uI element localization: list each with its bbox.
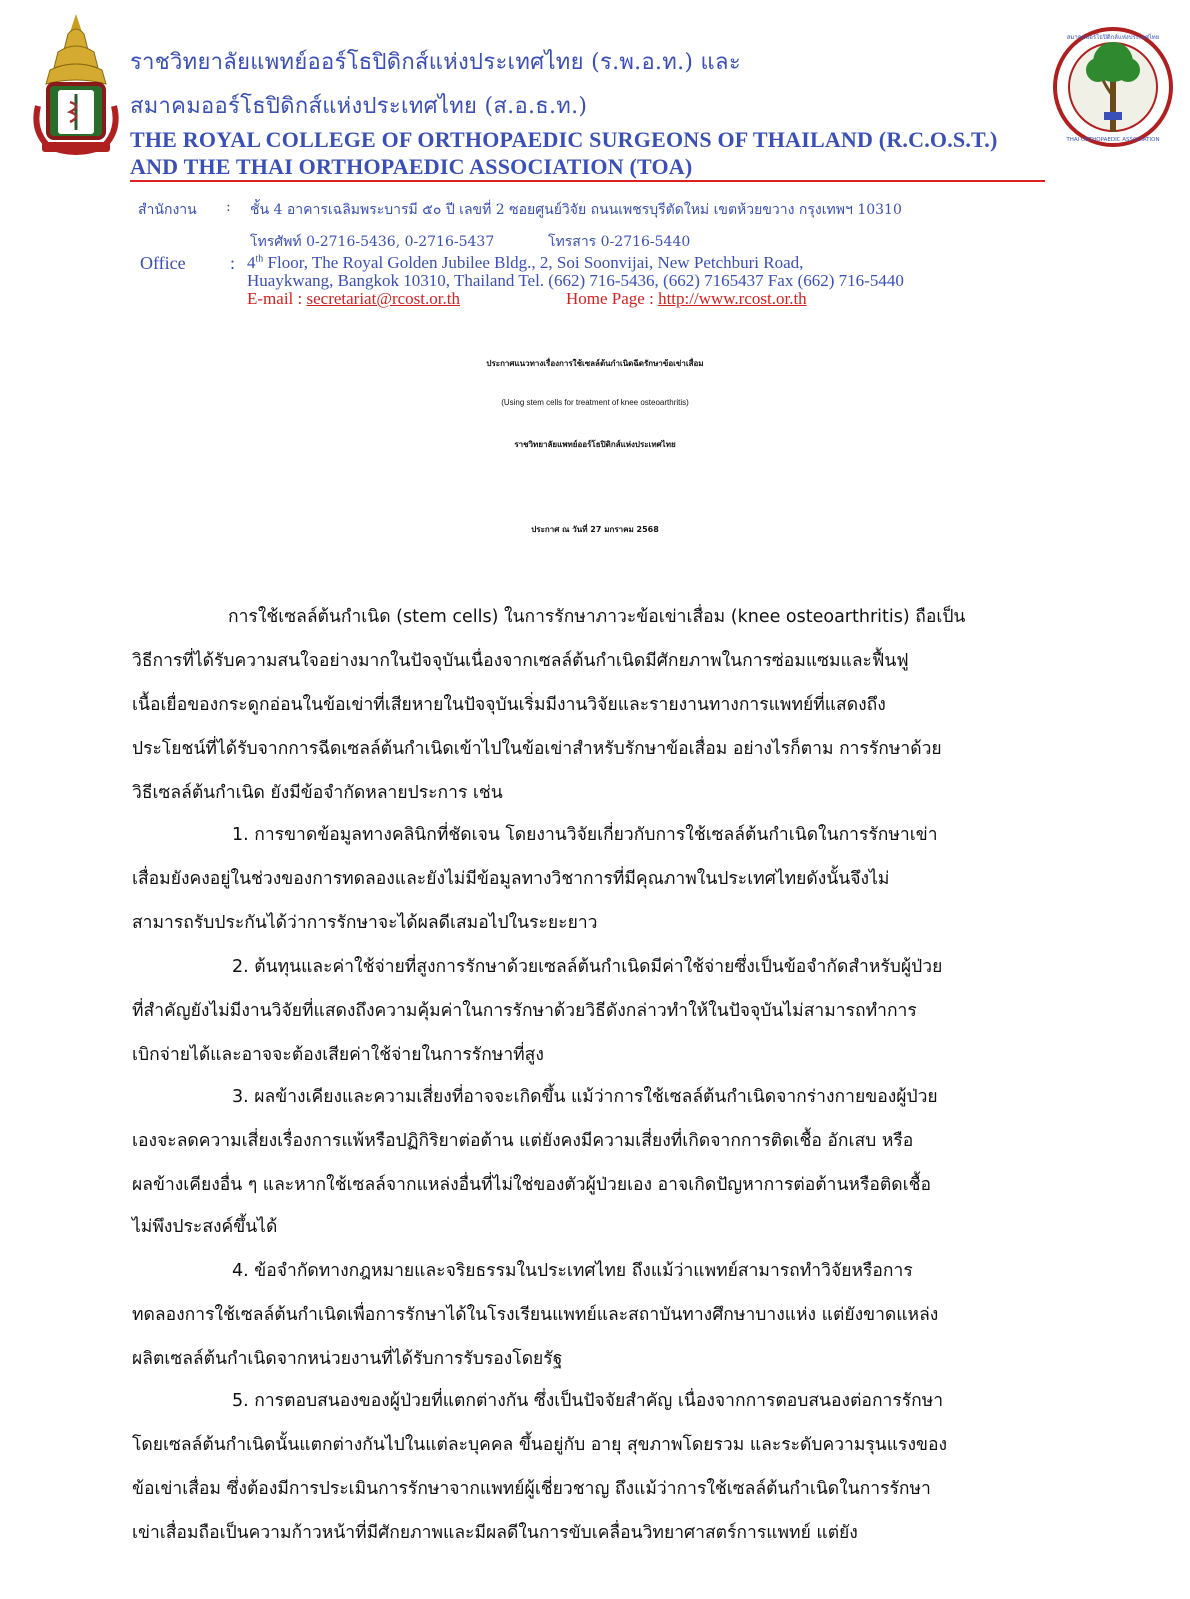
item1-line-2: เสื่อมยังคงอยู่ในช่วงของการทดลองและยังไม่มีข้อมูลทางวิชาการที่มีคุณภาพในประเทศไทยดังนั้นจึงไม่ xyxy=(132,869,890,889)
college-seal-logo xyxy=(28,10,124,158)
item2-line-3: เบิกจ่ายได้และอาจจะต้องเสียค่าใช้จ่ายในการรักษาที่สูง xyxy=(132,1045,544,1065)
emblem-caption-bottom: THAI ORTHOPAEDIC ASSOCIATION xyxy=(1066,137,1160,143)
announcement-title: ประกาศแนวทางเรื่องการใช้เซลล์ต้นกำเนิดฉีดรักษาข้อเข่าเสื่อม xyxy=(486,359,704,368)
homepage-link[interactable]: http://www.rcost.or.th xyxy=(658,289,807,308)
header-thai-line2: สมาคมออร์โธปิดิกส์แห่งประเทศไทย (ส.อ.ธ.ท.) xyxy=(130,94,588,119)
header-english-line1: THE ROYAL COLLEGE OF ORTHOPAEDIC SURGEONS OF THAILAND (R.C.O.S.T.) xyxy=(130,127,998,152)
floor-suffix: th xyxy=(255,253,264,265)
item3-line-3: ผลข้างเคียงอื่น ๆ และหากใช้เซลล์จากแหล่งอื่นที่ไม่ใช่ของตัวผู้ป่วยเอง อาจเกิดปัญหาการต่อต้านหรือติดเชื้อ xyxy=(132,1175,931,1195)
address-english-label: Office xyxy=(140,253,186,273)
item5-line-2: โดยเซลล์ต้นกำเนิดนั้นแตกต่างกันไปในแต่ละบุคคล ขึ้นอยู่กับ อายุ สุขภาพโดยรวม และระดับความรุนแรงของ xyxy=(132,1435,948,1455)
thai-phone-label: โทรศัพท์ xyxy=(250,234,302,250)
item4-line-3: ผลิตเซลล์ต้นกำเนิดจากหน่วยงานที่ได้รับการรับรองโดยรัฐ xyxy=(132,1349,563,1369)
floor-number: 4 xyxy=(247,253,256,272)
announcement-date: ประกาศ ณ วันที่ 27 มกราคม 2568 xyxy=(531,525,659,534)
intro-line-5: วิธีเซลล์ต้นกำเนิด ยังมีข้อจำกัดหลายประการ เช่น xyxy=(132,783,503,803)
address-thai-colon: : xyxy=(226,199,231,215)
homepage-label: Home Page : xyxy=(566,289,659,308)
address-thai-phone xyxy=(250,231,494,253)
thai-phone-number: 0-2716-5436, 0-2716-5437 xyxy=(306,234,495,250)
announcement-issuer: ราชวิทยาลัยแพทย์ออร์โธปิดิกส์แห่งประเทศไทย xyxy=(514,440,676,449)
item1-line-1: 1. การขาดข้อมูลทางคลินิกที่ชัดเจน โดยงานวิจัยเกี่ยวกับการใช้เซลล์ต้นกำเนิดในการรักษาเข่า xyxy=(232,825,938,845)
item5-line-4: เข่าเสื่อมถือเป็นความก้าวหน้าที่มีศักยภาพและมีผลดีในการขับเคลื่อนวิทยาศาสตร์การแพทย์ แต่ยัง xyxy=(132,1523,858,1543)
email-label: E-mail : xyxy=(247,289,307,308)
email-line xyxy=(247,289,460,309)
address-thai-label: สำนักงาน xyxy=(138,202,197,218)
thai-fax-label: โทรสาร xyxy=(548,234,597,250)
item2-line-1: 2. ต้นทุนและค่าใช้จ่ายที่สูงการรักษาด้วยเซลล์ต้นกำเนิดมีค่าใช้จ่ายซึ่งเป็นข้อจำกัดสำหรับผู้ป่วย xyxy=(232,957,943,977)
item5-line-3: ข้อเข่าเสื่อม ซึ่งต้องมีการประเมินการรักษาจากแพทย์ผู้เชี่ยวชาญ ถึงแม้ว่าการใช้เซลล์ต้นกำเนิดในการรักษา xyxy=(132,1479,931,1499)
item4-line-1: 4. ข้อจำกัดทางกฎหมายและจริยธรรมในประเทศไทย ถึงแม้ว่าแพทย์สามารถทำวิจัยหรือการ xyxy=(232,1261,913,1281)
announcement-subtitle: (Using stem cells for treatment of knee osteoarthritis) xyxy=(501,398,689,407)
association-emblem-logo xyxy=(1052,26,1174,148)
item3-line-4: ไม่พึงประสงค์ขึ้นได้ xyxy=(132,1217,278,1237)
address-english-colon: : xyxy=(230,253,236,273)
address-english-line2: Huaykwang, Bangkok 10310, Thailand Tel. (662) 716-5436, (662) 7165437 Fax (662) 716-5440 xyxy=(247,271,904,290)
emblem-caption-top: สมาคมออร์โธปิดิกส์แห่งประเทศไทย xyxy=(1066,34,1160,41)
thai-fax-number: 0-2716-5440 xyxy=(600,234,691,250)
intro-line-1: การใช้เซลล์ต้นกำเนิด (stem cells) ในการรักษาภาวะข้อเข่าเสื่อม (knee osteoarthritis) ถือเป็น xyxy=(228,607,966,627)
intro-line-2: วิธีการที่ได้รับความสนใจอย่างมากในปัจจุบันเนื่องจากเซลล์ต้นกำเนิดมีศักยภาพในการซ่อมแซมและฟื้นฟู xyxy=(132,651,909,671)
address-english-line1-rest: Floor, The Royal Golden Jubilee Bldg., 2, Soi Soonvijai, New Petchburi Road, xyxy=(263,253,804,272)
header-thai-line1: ราชวิทยาลัยแพทย์ออร์โธปิดิกส์แห่งประเทศไทย (ร.พ.อ.ท.) และ xyxy=(130,50,741,75)
header-divider xyxy=(130,180,1045,182)
address-thai-line: ชั้น 4 อาคารเฉลิมพระบารมี ๕๐ ปี เลขที่ 2 ซอยศูนย์วิจัย ถนนเพชรบุรีตัดใหม่ เขตห้วยขวาง กรุงเทพฯ 10310 xyxy=(250,202,902,218)
item5-line-1: 5. การตอบสนองของผู้ป่วยที่แตกต่างกัน ซึ่งเป็นปัจจัยสำคัญ เนื่องจากการตอบสนองต่อการรักษา xyxy=(232,1391,944,1411)
item2-line-2: ที่สำคัญยังไม่มีงานวิจัยที่แสดงถึงความคุ้มค่าในการรักษาด้วยวิธีดังกล่าวทำให้ในปัจจุบันไม่สามารถทำการ xyxy=(132,1001,917,1021)
item3-line-1: 3. ผลข้างเคียงและความเสี่ยงที่อาจจะเกิดขึ้น แม้ว่าการใช้เซลล์ต้นกำเนิดจากร่างกายของผู้ป่วย xyxy=(232,1087,938,1107)
intro-line-4: ประโยชน์ที่ได้รับจากการฉีดเซลล์ต้นกำเนิดเข้าไปในข้อเข่าสำหรับรักษาข้อเสื่อม อย่างไรก็ตาม การรักษาด้วย xyxy=(132,739,942,759)
item1-line-3: สามารถรับประกันได้ว่าการรักษาจะได้ผลดีเสมอไปในระยะยาว xyxy=(132,913,598,933)
item4-line-2: ทดลองการใช้เซลล์ต้นกำเนิดเพื่อการรักษาได้ในโรงเรียนแพทย์และสถาบันทางศึกษาบางแห่ง แต่ยังขาดแหล่ง xyxy=(132,1305,939,1325)
item3-line-2: เองจะลดความเสี่ยงเรื่องการแพ้หรือปฏิกิริยาต่อต้าน แต่ยังคงมีความเสี่ยงที่เกิดจากการติดเชื้อ อักเสบ หรือ xyxy=(132,1131,914,1151)
address-thai-fax xyxy=(548,231,690,253)
email-link[interactable]: secretariat@rcost.or.th xyxy=(306,289,460,308)
header-english-line2: AND THE THAI ORTHOPAEDIC ASSOCIATION (TOA) xyxy=(130,154,693,179)
intro-line-3: เนื้อเยื่อของกระดูกอ่อนในข้อเข่าที่เสียหายในปัจจุบันเริ่มมีงานวิจัยและรายงานทางการแพทย์ที่แสดงถึง xyxy=(132,695,886,715)
homepage-line xyxy=(566,289,807,309)
address-english-line1 xyxy=(247,253,803,273)
